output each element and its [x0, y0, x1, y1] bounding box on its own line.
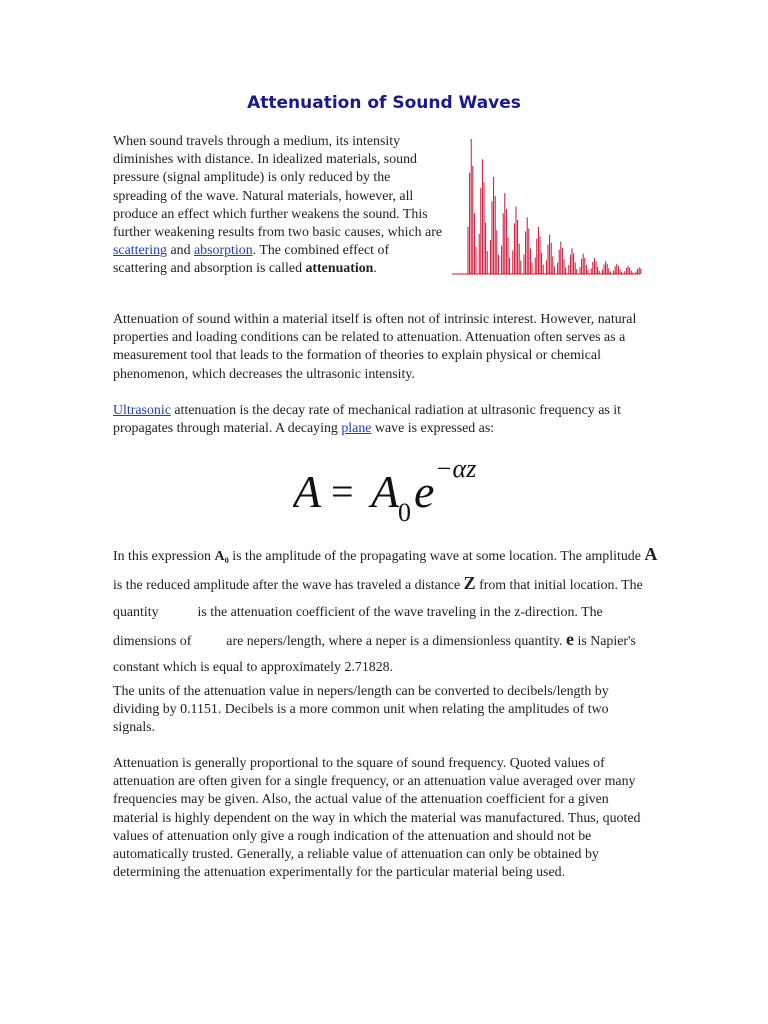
intro-period: .: [373, 261, 377, 277]
ultrasonic-link[interactable]: Ultrasonic: [113, 403, 171, 418]
ultrasonic-text-after: wave is expressed as:: [371, 421, 495, 437]
symbol-e: e: [565, 628, 574, 649]
plane-link[interactable]: plane: [341, 421, 372, 437]
waveform-lines: [468, 139, 642, 274]
intro-text: When sound travels through a medium, its intensity diminishes with distance. In idealized materials, sound pressure (signal amplitude) is only reduced by the spreading of the wave. Natural materials, however, all produce an effect which further weakens the sound. This further weakening results from two basic causes, which are: [113, 134, 443, 241]
paragraph-measurement: Attenuation of sound within a material itself is often not of intrinsic interest. However, natural properties and loading conditions can be related to attenuation. Attenuation often serves as a measurement tool that leads to the formation of theories to explain physical or chemical phenomenon, which decreases the ultrasonic intensity.: [113, 312, 637, 382]
paragraph-intro: [113, 133, 445, 279]
expr-text-5: is the attenuation coefficient of the wave traveling in the z-direction. The dimensions of: [113, 604, 603, 649]
expr-text-3: is the reduced amplitude after the wave has traveled a distance: [113, 578, 464, 594]
expr-text-2: is the amplitude of the propagating wave at some location. The amplitude: [228, 549, 645, 564]
intro-text-after: . The combined effect of scattering and absorption is called: [113, 243, 390, 277]
equation-lhs: A: [293, 466, 322, 517]
page-title: Attenuation of Sound Waves: [247, 93, 521, 113]
absorption-link[interactable]: absorption: [194, 243, 253, 259]
attenuation-equation: [293, 455, 493, 530]
attenuation-term: attenuation: [305, 261, 374, 277]
paragraph-units: The units of the attenuation value in nepers/length can be converted to decibels/length by dividing by 0.1151. Decibels is a more common unit when relating the amplitudes of two signals.: [113, 684, 609, 736]
scattering-link[interactable]: scattering: [113, 243, 167, 259]
equation-equals: =: [331, 469, 354, 514]
equation-exponent: −αz: [435, 455, 477, 483]
equation-e: e: [414, 466, 435, 517]
intro-and: and: [167, 243, 195, 259]
paragraph-ultrasonic: [113, 402, 653, 438]
expr-text-6: are nepers/length, where a neper is a dimensionless quantity.: [222, 633, 566, 649]
expr-text-7: is Napier's constant which is equal to approximately 2.71828.: [113, 633, 636, 676]
expr-text-4: from that initial location. The quantity: [113, 578, 643, 620]
ultrasonic-text: attenuation is the decay rate of mechanical radiation at ultrasonic frequency as it propagates through material. A decaying: [113, 403, 621, 437]
paragraph-expression: [113, 541, 658, 681]
equation-rhs-base: A: [371, 466, 400, 517]
symbol-z: Z: [463, 573, 476, 594]
decaying-waveform-figure: [450, 135, 642, 278]
expr-text-1: In this expression: [113, 549, 215, 564]
symbol-a: A: [644, 544, 658, 564]
paragraph-frequency: Attenuation is generally proportional to the square of sound frequency. Quoted values of attenuation are often given for a single frequency, or an attenuation value averaged over many frequencies may be given. Also, the actual value of the attenuation coefficient for a given material is highly dependent on the way in which the material was manufactured. Thus, quoted values of attenuation only give a rough indication of the attenuation and should not be automatically trusted. Generally, a reliable value of attenuation can only be obtained by determining the attenuation experimentally for the particular material being used.: [113, 756, 641, 881]
symbol-a0: A₀: [214, 549, 229, 564]
equation-subscript: 0: [398, 498, 411, 527]
